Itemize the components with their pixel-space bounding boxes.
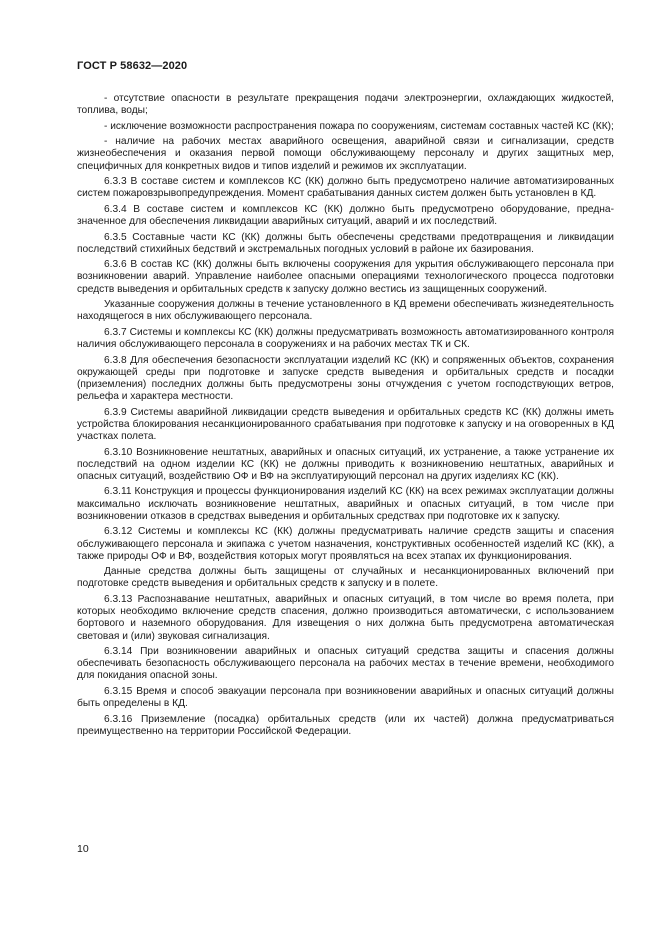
paragraph: 6.3.15 Время и способ эвакуации персонала при возникновении аварийных и опасных ситуаций должны быть определены в КД. [77,685,614,710]
paragraph: 6.3.16 Приземление (посадка) орбитальных средств (или их частей) должна предусматриваться преимущественно на территории Российской Федерации. [77,713,614,737]
page-number: 10 [77,843,89,855]
paragraph: 6.3.9 Системы аварийной ликвидации средств выведения и орбитальных средств КС (КК) должны иметь устройства блокирования несанкционированного срабатывания при подготовке к запуску и на оговоренных в КД участках полета. [77,406,614,443]
document-header: ГОСТ Р 58632—2020 [77,60,188,72]
paragraph: 6.3.10 Возникновение нештатных, аварийных и опасных ситуаций, их устранение, а также устранение их последствий на одном изделии КС (КК) не должны приводить к возникновению нештатных, аварийных и опасных ситуаций, воздействию ОФ и ВФ на эксплуатирующий персонал на других изделиях КС (КК). [77,446,614,482]
paragraph: 6.3.12 Системы и комплексы КС (КК) должны предусматривать наличие средств защиты и спасения обслуживающего персонала и экипажа с учетом назначения, конструктивных особенностей изделий КС (КК), а также природы ОФ и ВФ, воздействия которых могут проявляться на всех этапах их функционирования. [77,526,614,562]
paragraph: 6.3.3 В составе систем и комплексов КС (КК) должно быть предусмотрено наличие автоматизированных систем пожаровзрывопредупреждения. Момент срабатывания данных систем должен быть установлен в КД. [77,176,614,200]
paragraph: 6.3.7 Системы и комплексы КС (КК) должны предусматривать возможность автоматизированного контроля наличия обслуживающего персонала в сооружениях и на рабочих местах ТК и СК. [77,326,614,351]
paragraph: Указанные сооружения должны в течение установленного в КД времени обеспечивать жизнедеятельность находящегося в них обслуживающего персонала. [77,299,614,323]
paragraph: 6.3.4 В составе систем и комплексов КС (КК) должно быть предусмотрено оборудование, предназначенное для обеспечения ликвидации аварийных ситуаций, аварий и их последствий. [77,203,614,228]
paragraph: - отсутствие опасности в результате прекращения подачи электроэнергии, охлаждающих жидкостей, топлива, воды; [77,93,614,117]
paragraph: 6.3.6 В состав КС (КК) должны быть включены сооружения для укрытия обслуживающего персонала при возникновении аварий. Управление наиболее опасными операциями технологического процесса подготовки средств выведения и орбитальных средств к запуску должно вестись из защищенных сооружений. [77,259,614,295]
paragraph: 6.3.13 Распознавание нештатных, аварийных и опасных ситуаций, в том числе во время полета, при которых необходимо включение средств спасения, должно производиться автоматически, с использованием бортового и наземного оборудования. Для извещения о них должна быть предусмотрена автоматическая световая и (или) звуковая сигнализация. [77,593,614,642]
document-body [77,93,614,741]
paragraph: 6.3.8 Для обеспечения безопасности эксплуатации изделий КС (КК) и сопряженных объектов, сохранения окружающей среды при подготовке и запуске средств выведения и орбитальных средств и посадки (приземления) последних должны быть предусмотрены зоны отчуждения с учетом господствующих ветров, рельефа и характера местности. [77,354,614,403]
paragraph: 6.3.14 При возникновении аварийных и опасных ситуаций средства защиты и спасения должны обеспечивать безопасность обслуживающего персонала на рабочих местах в течение времени, необходимого для покидания опасной зоны. [77,646,614,682]
paragraph: 6.3.5 Составные части КС (КК) должны быть обеспечены средствами предотвращения и ликвидации последствий стихийных бедствий и экстремальных погодных условий в районе их базирования. [77,231,614,255]
paragraph: - исключение возможности распространения пожара по сооружениям, системам составных частей КС (КК); [104,120,614,132]
paragraph: - наличие на рабочих местах аварийного освещения, аварийной связи и сигнализации, средств жизнеобеспечения и оказания первой помощи обслуживающему персоналу и других защитных мер, специфичных для конкретных видов и типов изделий и режимов их эксплуатации. [77,136,614,172]
paragraph: 6.3.11 Конструкция и процессы функционирования изделий КС (КК) на всех режимах эксплуатации должны максимально исключать возникновение нештатных, аварийных и опасных ситуаций, в том числе при возникновении отказов в средствах выведения и орбитальных средствах при подготовке их к запуску. [77,486,614,522]
paragraph: Данные средства должны быть защищены от случайных и несанкционированных включений при подготовке средств выведения и орбитальных средств к запуску и в полете. [77,566,614,590]
